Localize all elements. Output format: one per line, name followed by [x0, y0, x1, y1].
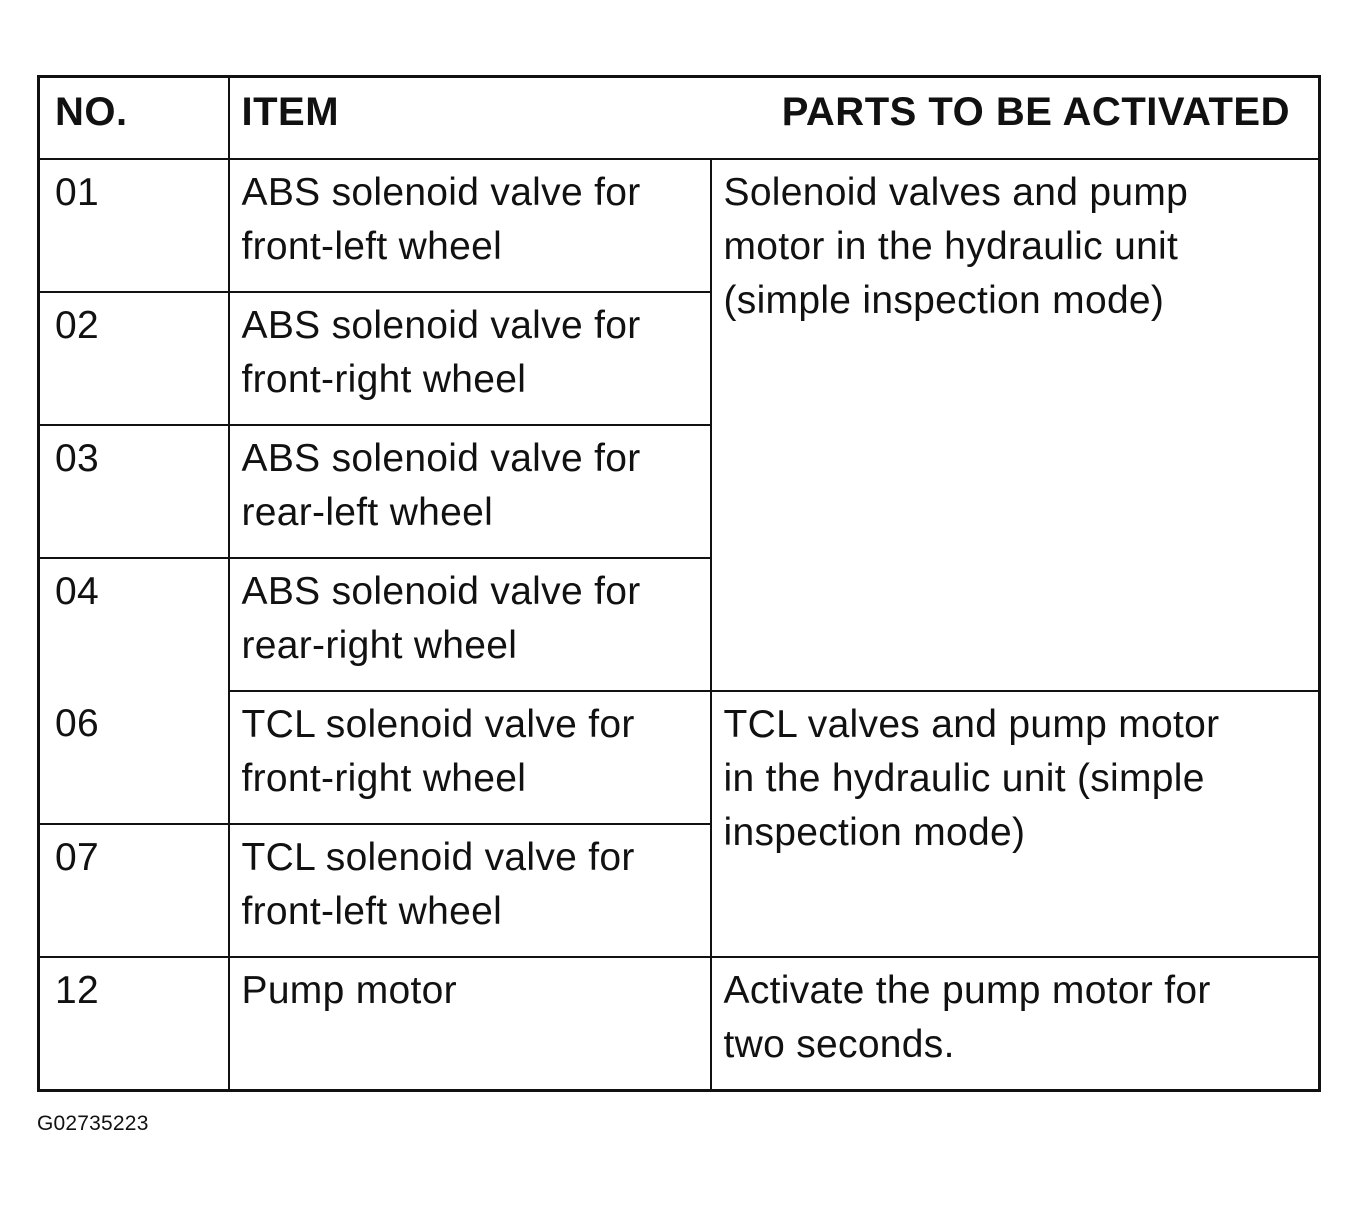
parts-group — [724, 160, 1319, 328]
header-parts: PARTS TO BE ACTIVATED — [781, 90, 1290, 134]
parts-line1: TCL valves and pump motor — [723, 703, 1220, 746]
row-no: 06 — [55, 702, 99, 745]
row-no: 01 — [55, 171, 99, 214]
header-item-parts — [229, 77, 1320, 160]
row-item-line1: ABS solenoid valve for — [241, 570, 641, 613]
row-item — [242, 426, 710, 540]
row-no-cell — [39, 957, 229, 1090]
parts-line1: Solenoid valves and pump — [723, 171, 1189, 214]
row-no: 07 — [55, 836, 99, 879]
row-item — [242, 160, 710, 274]
table-row — [39, 957, 1320, 1090]
table-row — [39, 691, 1320, 824]
header-item: ITEM — [241, 90, 340, 134]
row-item-line1: ABS solenoid valve for — [241, 171, 641, 214]
row-no-cell — [39, 558, 229, 691]
row-item-line2: rear-right wheel — [241, 624, 518, 667]
parts-line1: Activate the pump motor for — [723, 969, 1211, 1012]
row-item-cell — [229, 425, 711, 558]
row-item-cell — [229, 558, 711, 691]
row-item-line2: rear-left wheel — [241, 491, 494, 534]
activation-table — [37, 75, 1321, 1092]
row-item-cell — [229, 824, 711, 957]
parts-line2: in the hydraulic unit (simple — [723, 757, 1205, 800]
parts-group-cell — [711, 159, 1320, 691]
row-item-line1: TCL solenoid valve for — [241, 703, 635, 746]
row-item-line1: TCL solenoid valve for — [241, 836, 635, 879]
row-item-line1: ABS solenoid valve for — [241, 304, 641, 347]
table-row — [39, 159, 1320, 292]
figure-id: G02735223 — [37, 1112, 149, 1135]
row-item-line2: front-right wheel — [241, 358, 527, 401]
row-item — [242, 692, 710, 806]
row-no-cell — [39, 292, 229, 425]
row-no-cell — [39, 425, 229, 558]
row-no-cell — [39, 691, 229, 824]
row-item-line2: front-left wheel — [241, 890, 503, 933]
parts-group — [724, 958, 1319, 1072]
row-no-cell — [39, 824, 229, 957]
header-no: NO. — [39, 77, 229, 160]
row-no: 03 — [55, 437, 99, 480]
parts-group — [724, 692, 1319, 860]
parts-line3: (simple inspection mode) — [723, 279, 1165, 322]
row-item-cell — [229, 159, 711, 292]
parts-line2: motor in the hydraulic unit — [723, 225, 1179, 268]
row-item-line1: Pump motor — [241, 969, 457, 1012]
row-item-cell — [229, 292, 711, 425]
row-item-line1: ABS solenoid valve for — [241, 437, 641, 480]
parts-group-cell — [711, 957, 1320, 1090]
row-no: 04 — [55, 570, 99, 613]
row-no-cell — [39, 159, 229, 292]
parts-group-cell — [711, 691, 1320, 957]
parts-line2: two seconds. — [723, 1023, 955, 1066]
row-no: 02 — [55, 304, 99, 347]
row-no: 12 — [55, 969, 99, 1012]
row-item — [242, 559, 710, 673]
row-item-line2: front-left wheel — [241, 225, 503, 268]
row-item — [242, 958, 710, 1018]
row-item — [242, 293, 710, 407]
row-item-cell — [229, 957, 711, 1090]
table-header-row — [39, 77, 1320, 160]
row-item-line2: front-right wheel — [241, 757, 527, 800]
parts-line3: inspection mode) — [723, 811, 1026, 854]
row-item-cell — [229, 691, 711, 824]
row-item — [242, 825, 710, 939]
